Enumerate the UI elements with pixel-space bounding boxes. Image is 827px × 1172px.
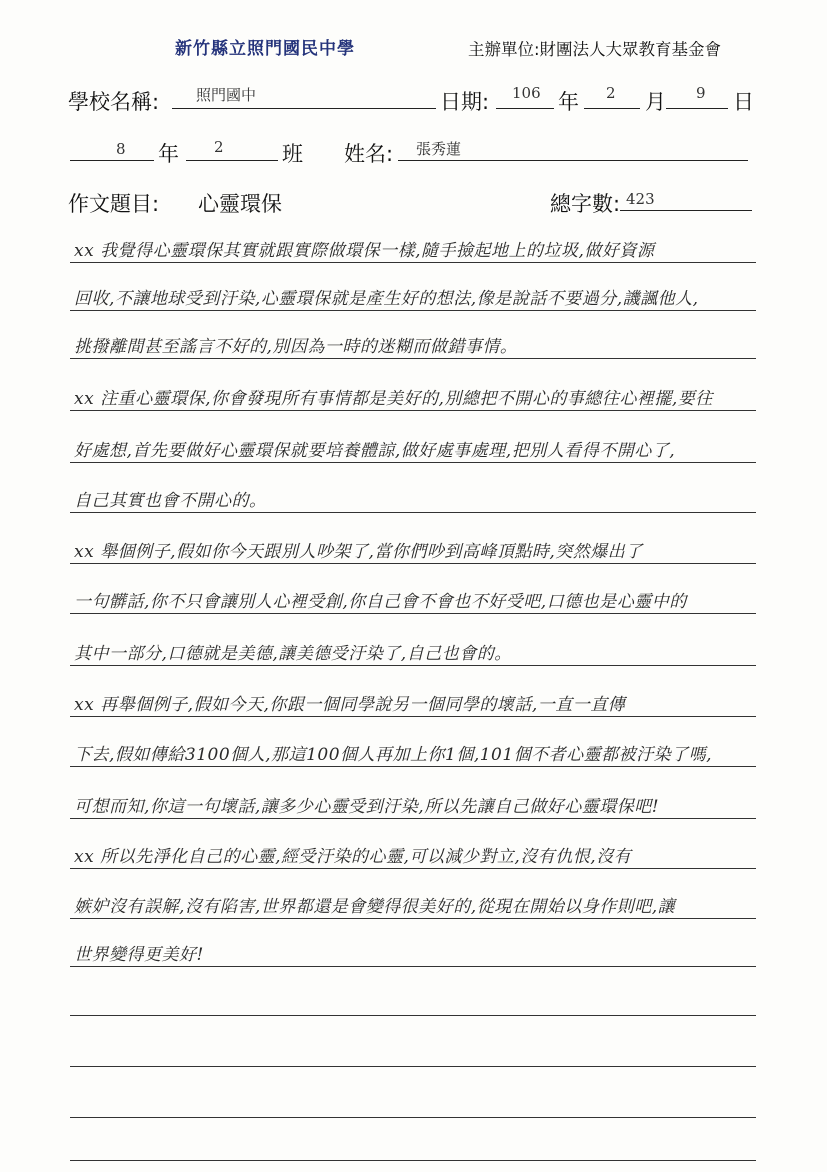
essay-ruled-line	[70, 613, 756, 614]
class-value: 2	[214, 138, 224, 156]
essay-line-text: 其中一部分,口德就是美德,讓美德受汙染了,自己也會的。	[74, 644, 512, 664]
essay-ruled-line	[70, 512, 756, 513]
essay-ruled-line	[70, 1117, 756, 1118]
essay-ruled-line	[70, 868, 756, 869]
essay-line-text: 可想而知,你這一句壞話,讓多少心靈受到汙染,所以先讓自己做好心靈環保吧!	[74, 797, 660, 817]
wordcount-underline	[620, 210, 752, 211]
essay-line-text: xx 所以先淨化自己的心靈,經受汙染的心靈,可以減少對立,沒有仇恨,沒有	[74, 847, 632, 867]
topic-value: 心靈環保	[198, 192, 282, 216]
year-underline	[496, 108, 554, 109]
essay-line-text: xx 再舉個例子,假如今天,你跟一個同學說另一個同學的壞話,一直一直傳	[74, 695, 626, 715]
essay-ruled-line	[70, 410, 756, 411]
month-underline	[584, 108, 640, 109]
topic-label: 作文題目:	[68, 192, 160, 216]
year-label: 年	[558, 90, 579, 114]
year-value: 106	[512, 84, 541, 102]
school-name-value: 照門國中	[196, 86, 257, 104]
essay-ruled-line	[70, 918, 756, 919]
essay-line-text: 下去,假如傳給3100個人,那這100個人再加上你1個,101個不者心靈都被汙染了嗎,	[74, 745, 713, 765]
wordcount-value: 423	[626, 190, 655, 208]
day-value: 9	[696, 84, 706, 102]
essay-ruled-line	[70, 665, 756, 666]
essay-ruled-line	[70, 1160, 756, 1161]
essay-ruled-line	[70, 310, 756, 311]
grade-value: 8	[116, 140, 126, 158]
essay-line-text: 回收,不讓地球受到汙染,心靈環保就是產生好的想法,像是說話不要過分,譏諷他人,	[74, 289, 699, 309]
name-underline	[398, 160, 748, 161]
class-label: 班	[282, 142, 303, 166]
wordcount-label: 總字數:	[550, 192, 621, 216]
essay-ruled-line	[70, 1066, 756, 1067]
essay-line-text: xx 注重心靈環保,你會發現所有事情都是美好的,別總把不開心的事總往心裡擺,要往	[74, 389, 713, 409]
month-label: 月	[645, 90, 666, 114]
essay-line-text: xx 我覺得心靈環保其實就跟實際做環保一樣,隨手撿起地上的垃圾,做好資源	[74, 241, 655, 261]
essay-ruled-line	[70, 262, 756, 263]
school-name-label: 學校名稱:	[68, 90, 160, 114]
essay-line-text: 世界變得更美好!	[74, 945, 204, 965]
essay-ruled-line	[70, 563, 756, 564]
essay-line-text: 挑撥離間甚至謠言不好的,別因為一時的迷糊而做錯事情。	[74, 337, 518, 357]
essay-ruled-line	[70, 358, 756, 359]
name-label: 姓名:	[344, 142, 394, 166]
class-underline	[186, 160, 278, 161]
essay-ruled-line	[70, 818, 756, 819]
student-name-value: 張秀蓮	[416, 140, 462, 158]
day-underline	[666, 108, 728, 109]
essay-ruled-line	[70, 1015, 756, 1016]
day-label: 日	[733, 90, 754, 114]
essay-line-text: 好處想,首先要做好心靈環保就要培養體諒,做好處事處理,把別人看得不開心了,	[74, 441, 676, 461]
grade-underline	[70, 160, 154, 161]
organizer-header: 主辦單位:財團法人大眾教育基金會	[468, 40, 722, 59]
date-label: 日期:	[440, 90, 490, 114]
essay-ruled-line	[70, 462, 756, 463]
school-name-underline	[172, 108, 436, 109]
school-header: 新竹縣立照門國民中學	[175, 39, 355, 59]
essay-line-text: xx 舉個例子,假如你今天跟別人吵架了,當你們吵到高峰頂點時,突然爆出了	[74, 542, 643, 562]
essay-ruled-line	[70, 766, 756, 767]
month-value: 2	[606, 84, 616, 102]
essay-line-text: 一句髒話,你不只會讓別人心裡受創,你自己會不會也不好受吧,口德也是心靈中的	[74, 592, 687, 612]
essay-line-text: 自己其實也會不開心的。	[74, 491, 267, 511]
essay-ruled-line	[70, 966, 756, 967]
grade-label: 年	[158, 142, 179, 166]
essay-line-text: 嫉妒沒有誤解,沒有陷害,世界都還是會變得很美好的,從現在開始以身作則吧,讓	[74, 897, 676, 917]
essay-ruled-line	[70, 716, 756, 717]
